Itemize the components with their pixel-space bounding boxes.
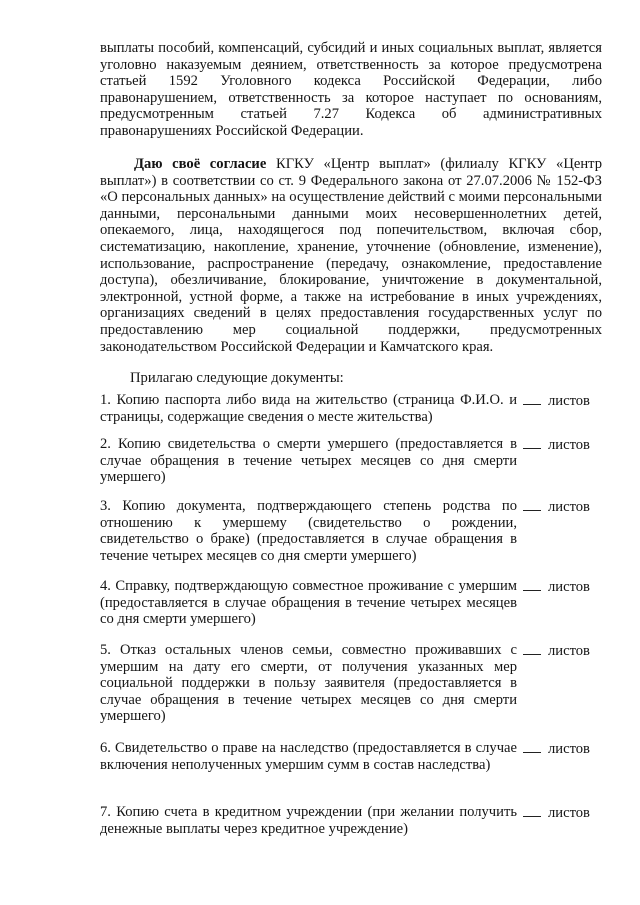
sheet-count-field[interactable] <box>523 740 541 753</box>
document-item-text: 2. Копию свидетельства о смерти умершего (предоставляется в случае обращения в течение четырех месяцев со дня смерти умершего) <box>100 436 517 486</box>
document-item-text: 1. Копию паспорта либо вида на жительство (страница Ф.И.О. и страницы, содержащие сведения о месте жительства) <box>100 392 517 425</box>
sheet-count-field[interactable] <box>523 642 541 655</box>
document-item-7 <box>100 804 640 837</box>
sheets-label: листов <box>548 499 590 515</box>
liability-paragraph <box>100 40 602 140</box>
consent-paragraph <box>100 156 602 355</box>
sheet-count-field[interactable] <box>523 804 541 817</box>
sheet-count <box>523 804 590 822</box>
consent-body: КГКУ «Центр выплат» (филиалу КГКУ «Центр выплат») в соответствии со ст. 9 Федерального закона от 27.07.2006 № 152-ФЗ «О персональных данных» на осуществление действий с моими персональными данными, персональными данными моих несовершеннолетних детей, опекаемого, лица, находящегося под попечительством, включая сбор, систематизацию, накопление, хранение, уточнение (обновление, изменение), использование, распространение (передачу, ознакомление, предоставление доступа), обезличивание, блокирование, уничтожение в документальной, электронной, устной форме, а также на истребование в иных учреждениях, организациях сведений в целях предоставления государственных услуг по предоставлению мер социальной поддержки, предусмотренных законодательством Российской Федерации и Камчатского края. <box>100 156 603 355</box>
document-item-5 <box>100 642 640 725</box>
sheets-label: листов <box>548 579 590 595</box>
document-item-6 <box>100 740 640 773</box>
liability-text: выплаты пособий, компенсаций, субсидий и иных социальных выплат, является уголовно наказуемым деянием, ответственность за которое предусмотрена статьей 1592 Уголовного кодекса Российской Федерации, либо правонарушением, ответственность за которое наступает по основаниям, предусмотренным статьей 7.27 Кодекса об административных правонарушениях Российской Федерации. <box>100 40 602 139</box>
consent-text <box>100 156 602 355</box>
document-item-1 <box>100 392 640 425</box>
sheets-label: листов <box>548 643 590 659</box>
sheet-count <box>523 436 590 454</box>
sheets-label: листов <box>548 393 590 409</box>
attachments-heading-block <box>100 370 602 387</box>
sheet-count <box>523 642 590 660</box>
consent-lead: Даю своё согласие <box>134 156 267 172</box>
sheet-count-field[interactable] <box>523 498 541 511</box>
sheet-count <box>523 578 590 596</box>
document-item-text: 7. Копию счета в кредитном учреждении (при желании получить денежные выплаты через кредитное учреждение) <box>100 804 517 837</box>
document-item-text: 5. Отказ остальных членов семьи, совместно проживавших с умершим на дату его смерти, от получения указанных мер социальной поддержки в пользу заявителя (предоставляется в случае обращения в течение четырех месяцев со дня смерти умершего) <box>100 642 517 725</box>
document-item-2 <box>100 436 640 486</box>
sheet-count <box>523 740 590 758</box>
document-item-text: 3. Копию документа, подтверждающего степень родства по отношению к умершему (свидетельство о рождении, свидетельство о браке) (предоставляется в случае обращения в течение четырех месяцев со дня смерти умершего) <box>100 498 517 564</box>
sheet-count <box>523 392 590 410</box>
document-item-text: 6. Свидетельство о праве на наследство (предоставляется в случае включения неполученных умершим сумм в состав наследства) <box>100 740 517 773</box>
sheets-label: листов <box>548 437 590 453</box>
sheets-label: листов <box>548 741 590 757</box>
sheet-count-field[interactable] <box>523 436 541 449</box>
sheets-label: листов <box>548 805 590 821</box>
document-item-4 <box>100 578 640 628</box>
sheet-count <box>523 498 590 516</box>
sheet-count-field[interactable] <box>523 578 541 591</box>
document-item-text: 4. Справку, подтверждающую совместное проживание с умершим (предоставляется в случае обращения в течение четырех месяцев со дня смерти умершего) <box>100 578 517 628</box>
sheet-count-field[interactable] <box>523 392 541 405</box>
document-item-3 <box>100 498 640 564</box>
attachments-heading: Прилагаю следующие документы: <box>130 370 344 386</box>
